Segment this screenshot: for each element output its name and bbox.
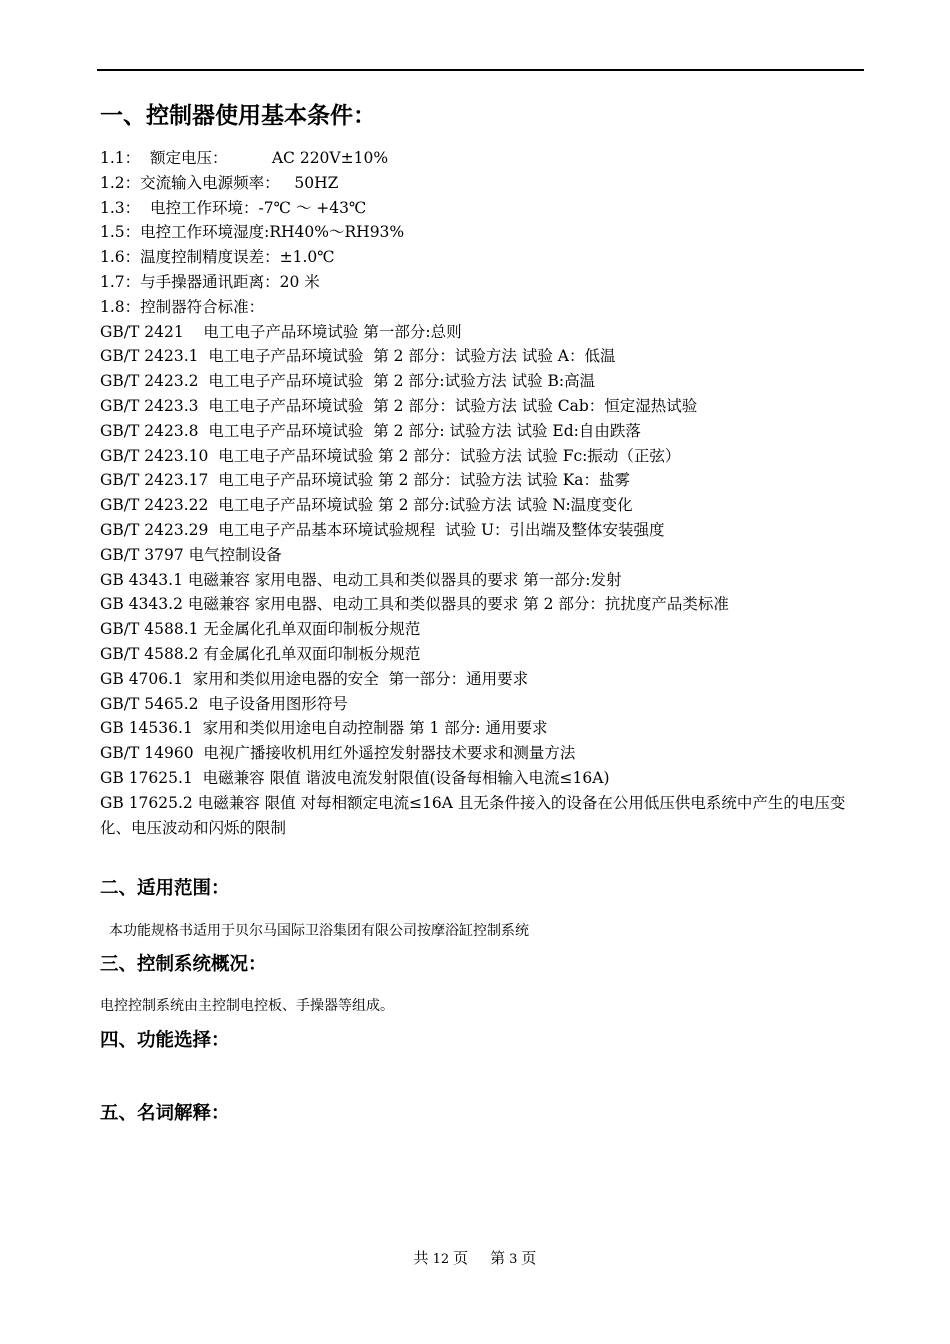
standard-line-wrapped: GB 17625.2 电磁兼容 限值 对每相额定电流≤16A 且无条件接入的设备在公用低压供电系统中产生的电压变化、电压波动和闪烁的限制 (100, 793, 846, 837)
standard-line: GB/T 2423.2 电工电子产品环境试验 第 2 部分:试验方法 试验 B:高温 (100, 372, 596, 391)
standard-line: GB/T 14960 电视广播接收机用红外遥控发射器技术要求和测量方法 (100, 744, 576, 763)
standard-line: GB 14536.1 家用和类似用途电自动控制器 第 1 部分: 通用要求 (100, 719, 548, 738)
standard-line: GB 4343.1 电磁兼容 家用电器、电动工具和类似器具的要求 第一部分:发射 (100, 570, 622, 589)
footer-current-prefix: 第 (490, 1249, 506, 1267)
header-rule (97, 69, 864, 71)
footer-total-suffix: 页 (453, 1249, 469, 1267)
footer-total-pages: 12 (432, 1252, 450, 1267)
standard-line: GB/T 2423.3 电工电子产品环境试验 第 2 部分：试验方法 试验 Cab：恒定湿热试验 (100, 396, 698, 415)
standard-line: GB/T 5465.2 电子设备用图形符号 (100, 694, 348, 713)
section5-heading: 五、名词解释： (100, 1103, 230, 1124)
condition-line: 1.6：温度控制精度误差：±1.0℃ (100, 248, 335, 267)
standard-line: GB/T 3797 电气控制设备 (100, 545, 282, 564)
condition-line: 1.3： 电控工作环境：-7℃ ～ +43℃ (100, 198, 367, 217)
page-footer (0, 1248, 950, 1270)
condition-line: 1.7：与手操器通讯距离：20 米 (100, 272, 320, 291)
section3-text: 电控控制系统由主控制电控板、手操器等组成。 (100, 998, 394, 1014)
footer-current-suffix: 页 (521, 1249, 537, 1267)
standard-line: GB/T 2423.8 电工电子产品环境试验 第 2 部分: 试验方法 试验 Ed:自由跌落 (100, 421, 641, 440)
section2-text: 本功能规格书适用于贝尔马国际卫浴集团有限公司按摩浴缸控制系统 (109, 923, 529, 939)
footer-total-prefix: 共 (413, 1249, 429, 1267)
standard-line: GB 4343.2 电磁兼容 家用电器、电动工具和类似器具的要求 第 2 部分：抗扰度产品类标准 (100, 595, 729, 614)
section1-lines (100, 146, 866, 791)
standard-line: GB 4706.1 家用和类似用途电器的安全 第一部分：通用要求 (100, 669, 529, 688)
standard-line: GB/T 4588.1 无金属化孔单双面印制板分规范 (100, 620, 421, 639)
footer-current-page: 3 (509, 1252, 518, 1267)
section3-heading: 三、控制系统概况： (100, 954, 267, 975)
section2-heading: 二、适用范围： (100, 878, 230, 899)
section4-heading: 四、功能选择： (100, 1030, 230, 1051)
standard-line: GB/T 2423.22 电工电子产品环境试验 第 2 部分:试验方法 试验 N:温度变化 (100, 496, 633, 515)
standard-line: GB 17625.1 电磁兼容 限值 谐波电流发射限值(设备每相输入电流≤16A) (100, 768, 610, 787)
standard-line: GB/T 2423.10 电工电子产品环境试验 第 2 部分：试验方法 试验 Fc:振动（正弦） (100, 446, 681, 465)
section1-body (100, 146, 866, 840)
standard-line: GB/T 2423.1 电工电子产品环境试验 第 2 部分：试验方法 试验 A：低温 (100, 347, 616, 366)
condition-line: 1.8：控制器符合标准： (100, 297, 265, 316)
standard-line: GB/T 4588.2 有金属化孔单双面印制板分规范 (100, 644, 421, 663)
standard-line: GB/T 2423.29 电工电子产品基本环境试验规程 试验 U：引出端及整体安装强度 (100, 520, 665, 539)
condition-line: 1.2：交流输入电源频率： 50HZ (100, 173, 339, 192)
condition-line: 1.1： 额定电压： AC 220V±10% (100, 149, 389, 167)
standard-line: GB/T 2421 电工电子产品环境试验 第一部分:总则 (100, 322, 462, 341)
condition-line: 1.5：电控工作环境湿度:RH40%～RH93% (100, 223, 405, 242)
section1-heading: 一、控制器使用基本条件： (100, 103, 376, 129)
standard-line: GB/T 2423.17 电工电子产品环境试验 第 2 部分：试验方法 试验 Ka：盐雾 (100, 471, 631, 490)
